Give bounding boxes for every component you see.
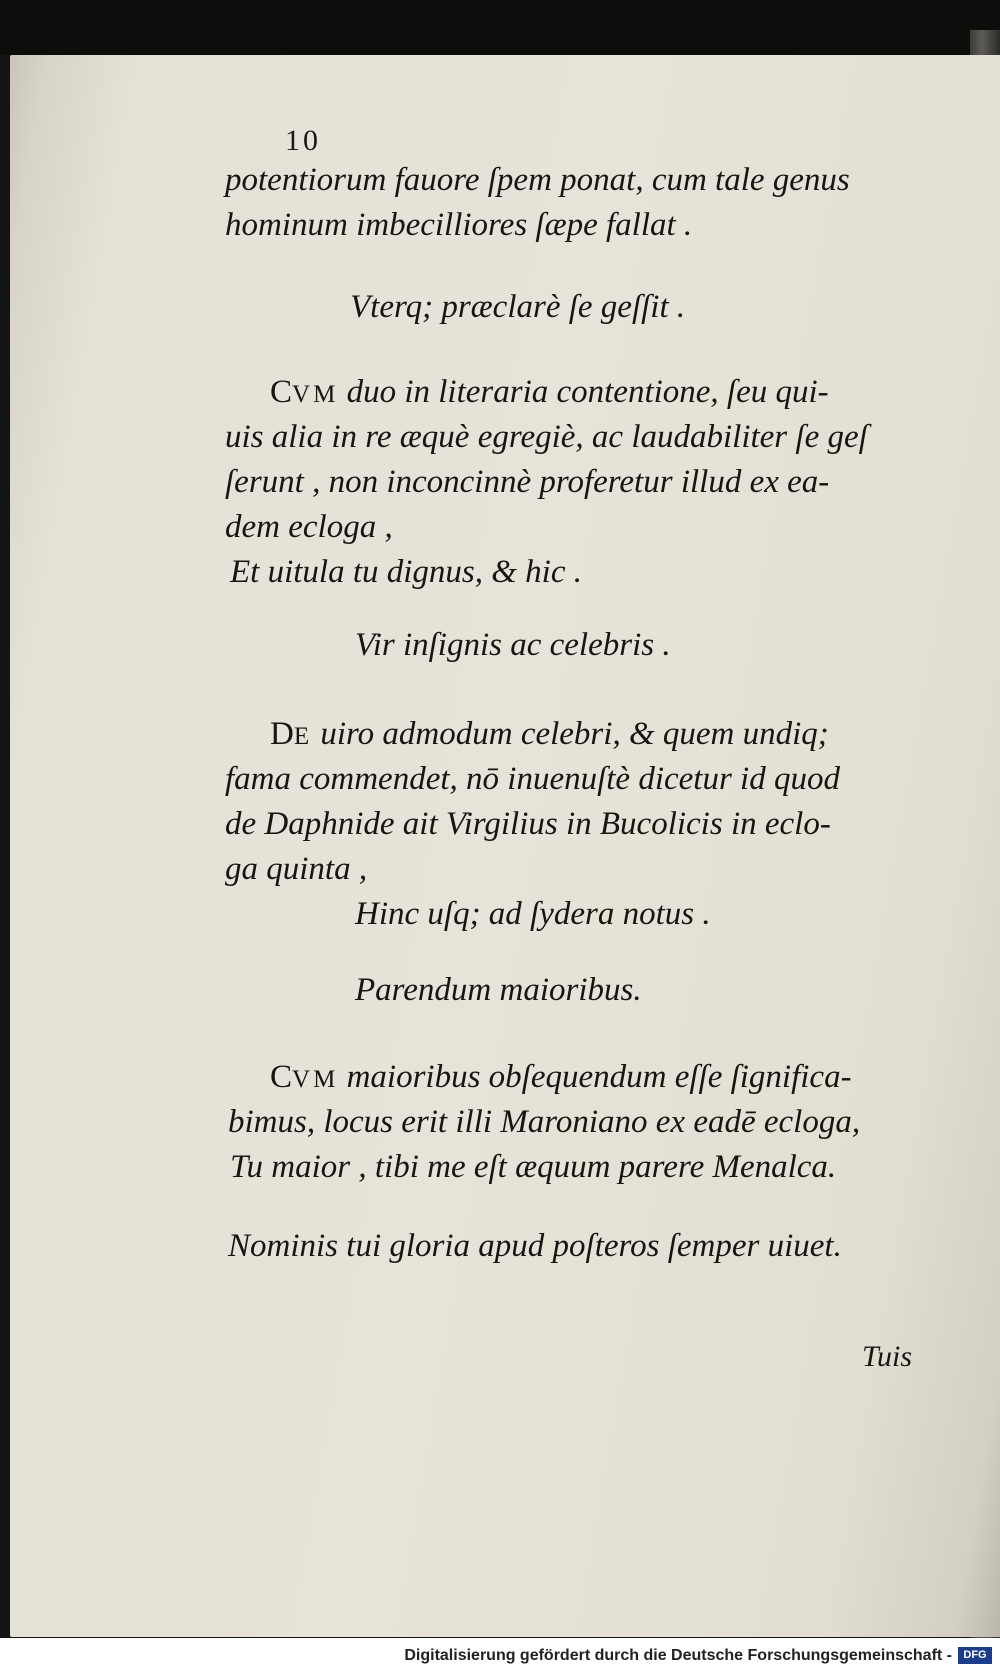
catchword: Tuis [862, 1340, 913, 1373]
text-run: uiro admodum celebri, & quem undiq; [312, 716, 829, 752]
small-caps: E [293, 723, 313, 750]
text-line: uis alia in re æquè egregiè, ac laudabiliter ſe geſ [225, 419, 868, 455]
drop-letter: C [270, 1059, 293, 1095]
small-caps: VM [292, 1066, 339, 1093]
dfg-logo-icon: DFG [958, 1647, 992, 1664]
section-heading: Vterq; præclarè ſe geſſit . [350, 289, 686, 325]
text-line: ſerunt , non inconcinnè proferetur illud ex ea- [225, 464, 830, 500]
text-line: hominum imbecilliores ſæpe fallat . [225, 207, 693, 243]
small-caps: VM [292, 381, 339, 408]
quote-line: Et uitula tu dignus, & hic . [230, 554, 582, 590]
drop-letter: D [270, 716, 294, 752]
page-number: 10 [285, 124, 321, 157]
scan-top-shadow [0, 0, 1000, 55]
paragraph-first-line [270, 370, 829, 417]
drop-letter: C [270, 374, 293, 410]
paragraph-first-line [270, 712, 829, 759]
text-line: de Daphnide ait Virgilius in Bucolicis in eclo- [225, 806, 831, 842]
funding-credit: Digitalisierung gefördert durch die Deutsche Forschungsgemeinschaft - [404, 1647, 952, 1664]
text-line: potentiorum fauore ſpem ponat, cum tale genus [225, 162, 850, 198]
text-line: dem ecloga , [225, 509, 393, 545]
section-heading: Nominis tui gloria apud poſteros ſemper uiuet. [228, 1228, 842, 1264]
text-line: fama commendet, nō inuenuſtè dicetur id quod [225, 761, 840, 797]
text-run: duo in literaria contentione, ſeu qui- [338, 374, 829, 410]
footer-bar [0, 1638, 1000, 1672]
text-run: maioribus obſequendum eſſe ſignifica- [338, 1059, 852, 1095]
text-line: ga quinta , [225, 851, 368, 887]
quote-line: Tu maior , tibi me eſt æquum parere Menalca. [230, 1149, 837, 1185]
paragraph-first-line [270, 1055, 852, 1102]
section-heading: Parendum maioribus. [355, 972, 642, 1008]
section-heading: Vir inſignis ac celebris . [355, 627, 671, 663]
text-line: bimus, locus erit illi Maroniano ex eadē ecloga, [228, 1104, 861, 1140]
quote-line: Hinc uſq; ad ſydera notus . [355, 896, 711, 932]
